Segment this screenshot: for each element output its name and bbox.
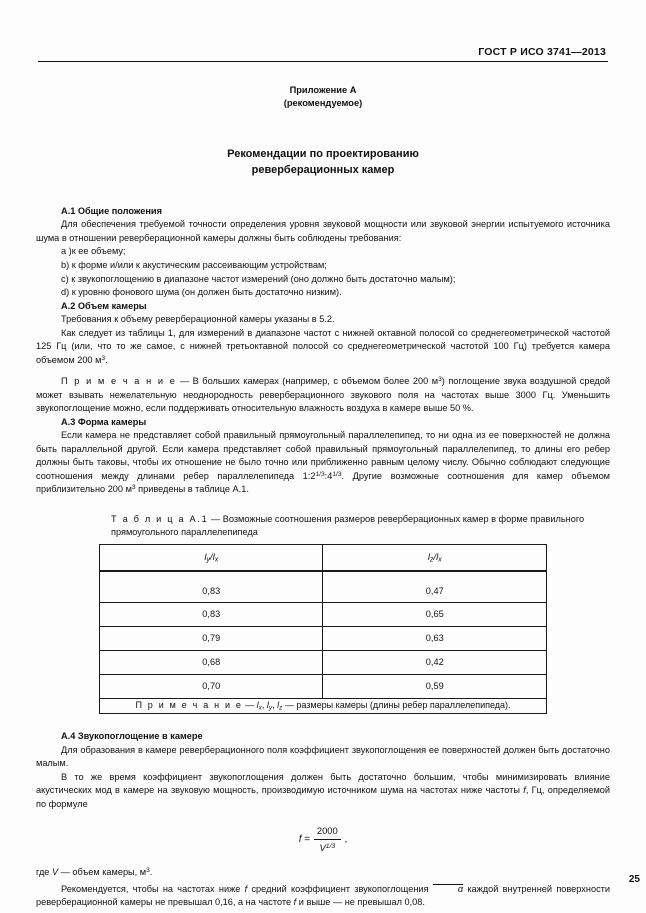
cell-ly-lx: 0,83 xyxy=(100,603,323,627)
table-head xyxy=(100,545,547,572)
standard-header: ГОСТ Р ИСО 3741—2013 xyxy=(478,46,606,58)
table-note-dash: — xyxy=(242,700,257,711)
table-row xyxy=(100,651,547,675)
header-rule xyxy=(38,61,608,62)
column-header-lz-lx xyxy=(323,545,547,572)
para-a3-text-c: приведены в таблице А.1. xyxy=(135,484,249,495)
para-a4-3-b: средний коэффициент звукопоглощения xyxy=(247,883,433,894)
para-a4-2 xyxy=(36,771,610,812)
page-number: 25 xyxy=(628,874,640,885)
para-a2-2-sup: 3 xyxy=(101,354,106,362)
heading-a4: А.4 Звукопоглощение в камере xyxy=(61,731,203,742)
para-a4-2-text-a: В то же время коэффициент звукопоглощения должен быть достаточно большим, чтобы минимизировать влияние акустических мод в камере на звуковую мощность, производимую источником шума на частотах ниже частоты xyxy=(36,771,610,796)
list-item-d: d) к уровню фонового шума (он должен быть достаточно низким). xyxy=(61,287,342,298)
para-a1-1: Для обеспечения требуемой точности определения уровня звуковой мощности или звуковой энергии испытуемого источника шума в отношении реверберационной камеры должны быть соблюдены требования: xyxy=(36,219,610,243)
symbol-alpha-mean: α xyxy=(433,884,463,894)
page-title-line2: реверберационных камер xyxy=(251,164,395,177)
note-a2-text-b: ) поглощение звука воздушной средой может взывать нежелательную неоднородность реверберационного звукового поля на частотах выше 3000 Гц. Уменьшить звукопоглощение можно, если поддерживать относительную влажность воздуха в камере выше 50 %. xyxy=(36,376,610,414)
note-a2 xyxy=(36,375,610,416)
para-a2-2-tail: . xyxy=(105,354,108,365)
formula-lhs: f xyxy=(298,834,302,846)
cell-lz-lx: 0,59 xyxy=(323,675,547,699)
annex-heading xyxy=(36,84,610,111)
hdr2-slash: /l xyxy=(433,551,439,563)
sym-ly-sub: y xyxy=(268,704,273,712)
para-a4-3-c: каждой внутренней поверхности реверберационной камеры не превышал 0,16, а на частоте xyxy=(36,883,611,908)
page-title-line1: Рекомендации по проектированию xyxy=(227,147,419,160)
sym-lx-sub: x xyxy=(258,704,262,712)
cell-lz-lx: 0,65 xyxy=(323,603,547,627)
formula-denominator-base: V xyxy=(319,842,326,854)
cell-ly-lx: 0,68 xyxy=(100,651,323,675)
hdr2-sub2: x xyxy=(438,556,442,564)
ratios-table xyxy=(99,544,547,714)
hdr1-sub1: y xyxy=(206,556,210,564)
note-a2-sup: 3 xyxy=(438,376,442,384)
formula-denominator xyxy=(314,840,341,855)
formula-numerator: 2000 xyxy=(314,824,341,840)
para-a4-1: Для образования в камере реверберационного поля коэффициент звукопоглощения ее поверхностей должен быть достаточно малым. xyxy=(36,744,610,769)
para-a2-2-text: Как следует из таблицы 1, для измерений в диапазоне частот с нижней октавной полосой со среднегеометрической частотой 125 Гц (или, что то же самое, с нижней третьоктавной полосой со среднегеометрической частотой 100 Гц) требуется камера объемом 200 м xyxy=(36,327,610,365)
where-lead: где xyxy=(36,866,52,877)
cell-ly-lx: 0,79 xyxy=(100,627,323,651)
hdr2-sub1: z xyxy=(429,556,434,564)
table-caption-lead: Т а б л и ц а А.1 xyxy=(111,513,209,524)
para-a3-vol-sup: 3 xyxy=(131,484,136,492)
formula-trailing-comma: , xyxy=(344,834,348,846)
note-a2-text-a: — В больших камерах (например, с объемом более 200 м xyxy=(176,376,439,387)
para-a3-text-a: Если камера не представляет собой правильный прямоугольный параллелепипед, то ни одна из ее поверхностей не должна быть параллельной другой. Если камера представляет собой правильный прямоугольный параллелепипед, то длины его ребер должны быть таковы, чтобы их отношение не было точно или приближенно равным целому числу. Обычно соблюдают следующие соотношения между длинами ребер параллелепипеда 1:2 xyxy=(36,430,610,481)
heading-a2: А.2 Объем камеры xyxy=(61,300,147,311)
table-note xyxy=(100,699,547,714)
table-note-row xyxy=(100,699,547,714)
para-a4-2-text-b: , Гц, определяемой по формуле xyxy=(36,785,611,809)
page-title xyxy=(36,146,610,179)
where-text: — объем камеры, м xyxy=(58,866,147,877)
para-where xyxy=(36,866,610,880)
para-a4-3-a: Рекомендуется, чтобы на частотах ниже xyxy=(61,883,245,894)
sym-lz-sub: z xyxy=(279,704,283,712)
para-a3-sup2: 1/3 xyxy=(332,470,342,478)
note-sep-2: , xyxy=(272,700,278,711)
cell-ly-lx: 0,83 xyxy=(100,571,323,603)
formula-denominator-exponent: 1/3 xyxy=(325,843,336,851)
spacer-before-table xyxy=(36,497,610,505)
spacer-before-table-2 xyxy=(36,505,610,513)
table-body xyxy=(100,571,547,713)
sym-ly-base: l xyxy=(266,700,269,711)
page-content xyxy=(36,28,611,908)
para-a3-sup1: 1/3 xyxy=(315,470,325,478)
formula-fraction xyxy=(314,824,341,855)
note-a2-lead: П р и м е ч а н и е xyxy=(61,376,177,387)
hdr1-slash: /l xyxy=(209,551,215,563)
para-a3-1 xyxy=(36,429,610,497)
table-note-lead: П р и м е ч а н и е xyxy=(135,700,243,711)
symbol-f-2: f xyxy=(293,897,297,908)
para-a2-2 xyxy=(36,327,610,368)
table-caption-rest: — Возможные соотношения размеров реверберационных камер в форме правильного прямоугольного параллелепипеда xyxy=(111,513,585,538)
cell-ly-lx: 0,70 xyxy=(100,675,323,699)
column-header-ly-lx xyxy=(100,545,323,572)
table-row xyxy=(100,571,547,603)
table-container xyxy=(99,544,547,714)
formula-equals: = xyxy=(304,834,311,846)
cell-lz-lx: 0,42 xyxy=(323,651,547,675)
spacer-after-table xyxy=(36,714,610,722)
note-sep-1: , xyxy=(261,700,267,711)
where-sup: 3 xyxy=(146,867,150,875)
hdr1-base: l xyxy=(204,551,207,563)
table-row xyxy=(100,627,547,651)
para-a3-text-b: . Другие возможные соотношения для камер объемом приблизительно 200 м xyxy=(36,470,610,495)
spacer-after-table-2 xyxy=(36,722,610,730)
list-item-b: b) к форме и/или к акустическим рассеивающим устройствам; xyxy=(61,260,327,270)
heading-a1: А.1 Общие положения xyxy=(61,205,162,216)
table-note-tail: — размеры камеры (длины ребер параллелепипеда). xyxy=(282,700,511,711)
annex-status: (рекомендуемое) xyxy=(283,98,363,109)
hdr2-base: l xyxy=(427,551,430,563)
hdr1-sub2: x xyxy=(214,556,219,564)
cell-lz-lx: 0,47 xyxy=(323,571,547,603)
symbol-f: f xyxy=(523,785,526,796)
list-item-a: a )к ее объему; xyxy=(61,246,126,257)
spacer xyxy=(36,367,610,375)
para-a2-1: Требования к объему реверберационной камеры указаны в 5.2. xyxy=(61,314,335,325)
symbol-v: V xyxy=(51,866,59,877)
table-row xyxy=(100,675,547,699)
table-caption xyxy=(36,513,610,540)
heading-a3: А.3 Форма камеры xyxy=(61,416,147,427)
para-a4-3 xyxy=(36,883,610,910)
table-header-row xyxy=(100,545,547,572)
table-row xyxy=(100,603,547,627)
sym-lx-base: l xyxy=(256,700,259,711)
where-tail: . xyxy=(149,866,153,877)
para-a3-mid: :4 xyxy=(324,470,333,481)
body-text xyxy=(36,205,610,910)
cell-lz-lx: 0,63 xyxy=(323,627,547,651)
formula-frequency xyxy=(36,824,610,855)
sym-lz-base: l xyxy=(277,700,280,711)
list-item-c: c) к звукопоглощению в диапазоне частот измерений (оно должно быть достаточно малым); xyxy=(61,273,456,284)
para-a4-3-d: и выше — не превышал 0,08. xyxy=(296,897,425,908)
annex-label: Приложение А xyxy=(289,85,357,95)
symbol-f-1: f xyxy=(244,883,248,894)
